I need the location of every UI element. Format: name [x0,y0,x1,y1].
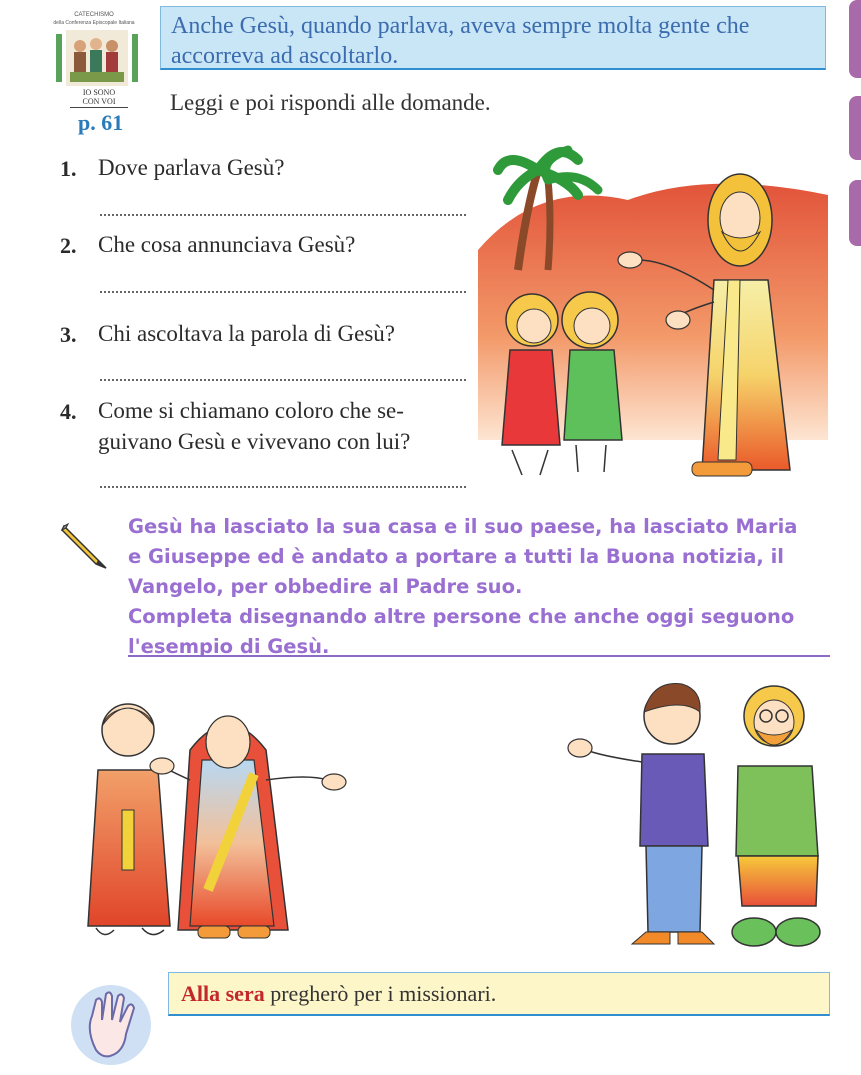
prayer-rest-text: pregherò per i missionari. [264,981,497,1006]
book-title-line1: IO SONO [82,88,116,97]
activity-line2: e Giuseppe ed è andato a portare a tutti la Buona notizia, il [128,545,784,568]
book-title-underline [70,107,128,108]
monk-and-nun-illustration-icon [78,690,358,950]
answer-line-4[interactable] [100,486,466,488]
question-3-number: 3. [60,322,77,347]
question-4-text-line1: Come si chiamano coloro che se- [98,398,404,423]
question-2-text: Che cosa annunciava Gesù? [98,232,356,257]
pencil-icon [58,520,110,572]
prayer-box [168,972,830,1016]
question-4-text-line2: guivano Gesù e vivevano con lui? [98,429,411,454]
intro-banner-text: Anche Gesù, quando parlava, aveva sempre molta gente che accorreva ad ascoltarlo. [171,13,750,69]
catechism-book-badge [40,8,148,138]
activity-line3: Vangelo, per obbedire al Padre suo. [128,575,523,598]
page-reference: p. 61 [78,110,124,135]
priest-and-man-illustration-icon [562,676,824,958]
prayer-strong-text: Alla sera [181,981,265,1006]
activity-underline [128,655,830,657]
book-cover-illustration-icon [56,30,138,86]
activity-line5: l'esempio di Gesù. [128,635,330,658]
side-tab-middle [849,96,861,160]
activity-line1: Gesù ha lasciato la sua casa e il suo paese, ha lasciato Maria [128,515,798,538]
question-2-number: 2. [60,233,77,258]
question-1-text: Dove parlava Gesù? [98,155,285,180]
activity-line4: Completa disegnando altre persone che anche oggi seguono [128,605,795,628]
jesus-with-children-illustration-icon [478,140,828,495]
answer-line-2[interactable] [100,291,466,293]
question-1-number: 1. [60,156,77,181]
waving-hand-icon [66,980,156,1070]
intro-banner [160,6,826,70]
question-3-text: Chi ascoltava la parola di Gesù? [98,321,395,346]
answer-line-1[interactable] [100,214,466,216]
instruction-text: Leggi e poi rispondi alle domande. [170,90,491,115]
side-tab-top [849,0,861,78]
book-series-line2: della Conferenza Episcopale Italiana [53,20,135,26]
side-tab-bottom [849,180,861,246]
book-series-line1: CATECHISMO [74,12,114,18]
activity-text [128,512,838,662]
prayer-text [181,981,496,1007]
question-4-number: 4. [60,399,77,424]
answer-line-3[interactable] [100,379,466,381]
book-title-line2: CON VOI [82,97,116,106]
